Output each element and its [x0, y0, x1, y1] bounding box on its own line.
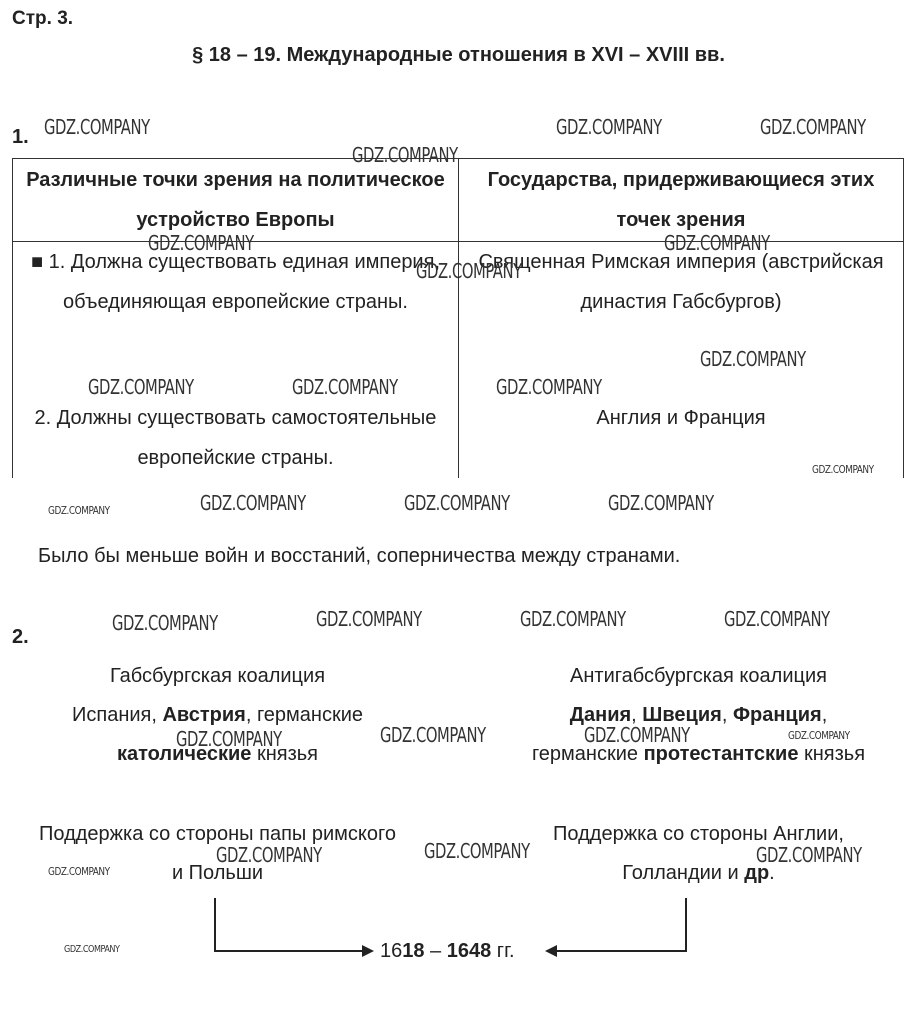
- watermark: GDZ.COMPANY: [788, 729, 850, 742]
- watermark: GDZ.COMPANY: [416, 259, 522, 283]
- section-title: § 18 – 19. Международные отношения в XVI – XVIII вв.: [192, 44, 725, 66]
- watermark: GDZ.COMPANY: [584, 723, 690, 747]
- watermark: GDZ.COMPANY: [520, 607, 626, 631]
- watermark: GDZ.COMPANY: [64, 944, 120, 955]
- habsburg-members-line2: католические князья: [116, 743, 318, 765]
- watermark: GDZ.COMPANY: [112, 611, 218, 635]
- page-label: Стр. 3.: [12, 8, 74, 29]
- watermark: GDZ.COMPANY: [44, 115, 150, 139]
- watermark: GDZ.COMPANY: [760, 115, 866, 139]
- watermark: GDZ.COMPANY: [404, 491, 510, 515]
- anti-habsburg-coalition-title: Антигабсбургская коалиция: [570, 665, 827, 687]
- anti-habsburg-members-line2: германские протестантские князья: [531, 743, 866, 765]
- watermark: GDZ.COMPANY: [664, 231, 770, 255]
- habsburg-coalition-title: Габсбургская коалиция: [109, 665, 326, 687]
- watermark: GDZ.COMPANY: [812, 463, 874, 476]
- states-1: Священная Римская империя (австрийская династия Габсбургов): [459, 242, 904, 399]
- states-2: Англия и Франция: [459, 398, 904, 478]
- header-views: Различные точки зрения на политическое устройство Европы: [13, 159, 459, 242]
- habsburg-support-line1: Поддержка со стороны папы римского: [39, 823, 396, 845]
- task-2-number: 2.: [12, 626, 29, 648]
- task-1-conclusion: Было бы меньше войн и восстаний, соперничества между странами.: [38, 545, 681, 567]
- header-states: Государства, придерживающиеся этих точек зрения: [459, 159, 904, 242]
- watermark: GDZ.COMPANY: [724, 607, 830, 631]
- watermark: GDZ.COMPANY: [48, 865, 110, 878]
- watermark: GDZ.COMPANY: [380, 723, 486, 747]
- watermark: GDZ.COMPANY: [496, 375, 602, 399]
- views-table: [12, 158, 904, 478]
- task-1-number: 1.: [12, 126, 29, 148]
- anti-habsburg-support-line2: Голландии и др.: [622, 862, 775, 884]
- left-arrow-icon: [545, 945, 557, 957]
- view-2: 2. Должны существовать самостоятельные европейские страны.: [13, 398, 459, 478]
- watermark: GDZ.COMPANY: [316, 607, 422, 631]
- watermark: GDZ.COMPANY: [148, 231, 254, 255]
- watermark: GDZ.COMPANY: [608, 491, 714, 515]
- watermark: GDZ.COMPANY: [700, 347, 806, 371]
- view-1: ■ 1. Должна существовать единая империя, объединяющая европейские страны.: [13, 242, 459, 399]
- watermark: GDZ.COMPANY: [756, 843, 862, 867]
- watermark: GDZ.COMPANY: [216, 843, 322, 867]
- habsburg-support-line2: и Польши: [171, 862, 264, 884]
- left-connector-vertical: [214, 898, 216, 952]
- watermark: GDZ.COMPANY: [424, 839, 530, 863]
- anti-habsburg-members-line1: Дания, Швеция, Франция,: [569, 704, 828, 726]
- watermark: GDZ.COMPANY: [176, 727, 282, 751]
- watermark: GDZ.COMPANY: [88, 375, 194, 399]
- watermark: GDZ.COMPANY: [200, 491, 306, 515]
- habsburg-members-line1: Испания, Австрия, германские: [71, 704, 364, 726]
- right-arrow-icon: [362, 945, 374, 957]
- left-connector-horizontal: [214, 950, 364, 952]
- anti-habsburg-support-line1: Поддержка со стороны Англии,: [553, 823, 844, 845]
- watermark: GDZ.COMPANY: [556, 115, 662, 139]
- right-connector-horizontal: [555, 950, 687, 952]
- war-years: 1618 – 1648 гг.: [380, 940, 515, 962]
- right-connector-vertical: [685, 898, 687, 952]
- watermark: GDZ.COMPANY: [352, 143, 458, 167]
- watermark: GDZ.COMPANY: [48, 504, 110, 517]
- watermark: GDZ.COMPANY: [292, 375, 398, 399]
